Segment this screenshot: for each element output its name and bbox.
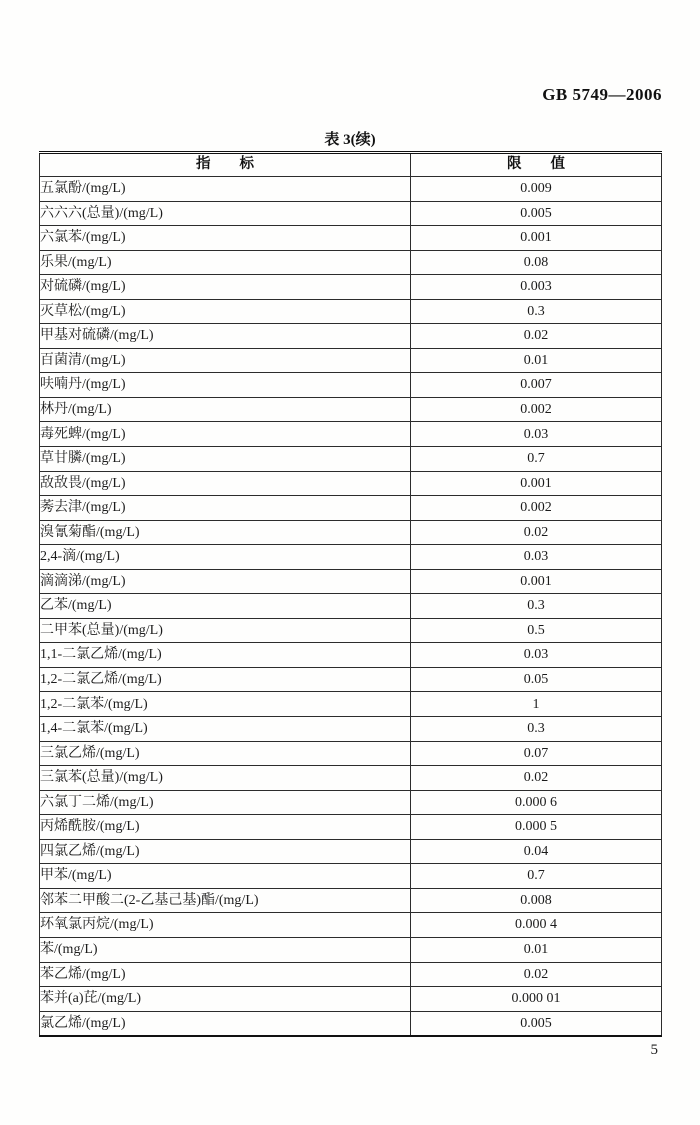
indicator-cell: 乙苯/(mg/L) [40, 594, 411, 619]
limit-cell: 0.03 [411, 422, 662, 447]
table-row [40, 569, 662, 594]
table-row [40, 250, 662, 275]
indicator-cell: 环氧氯丙烷/(mg/L) [40, 913, 411, 938]
limit-cell: 0.005 [411, 1011, 662, 1036]
limit-cell: 0.008 [411, 888, 662, 913]
limit-cell: 0.009 [411, 177, 662, 202]
indicator-cell: 甲苯/(mg/L) [40, 864, 411, 889]
limit-cell: 0.7 [411, 864, 662, 889]
table-row [40, 741, 662, 766]
table-row [40, 839, 662, 864]
indicator-cell: 五氯酚/(mg/L) [40, 177, 411, 202]
indicator-cell: 甲基对硫磷/(mg/L) [40, 324, 411, 349]
table-row [40, 422, 662, 447]
table-row [40, 520, 662, 545]
indicator-cell: 草甘膦/(mg/L) [40, 447, 411, 472]
indicator-cell: 灭草松/(mg/L) [40, 299, 411, 324]
standard-code: GB 5749—2006 [542, 85, 662, 104]
limit-cell: 0.5 [411, 618, 662, 643]
table-row [40, 937, 662, 962]
limit-cell: 0.3 [411, 594, 662, 619]
limit-cell: 1 [411, 692, 662, 717]
indicator-cell: 莠去津/(mg/L) [40, 496, 411, 521]
table-row [40, 692, 662, 717]
limit-cell: 0.3 [411, 299, 662, 324]
table-row [40, 643, 662, 668]
indicator-cell: 苯乙烯/(mg/L) [40, 962, 411, 987]
indicator-cell: 呋喃丹/(mg/L) [40, 373, 411, 398]
indicator-cell: 滴滴涕/(mg/L) [40, 569, 411, 594]
indicator-cell: 氯乙烯/(mg/L) [40, 1011, 411, 1036]
table-row [40, 888, 662, 913]
limit-cell: 0.02 [411, 324, 662, 349]
limit-cell: 0.001 [411, 471, 662, 496]
limit-cell: 0.7 [411, 447, 662, 472]
indicator-cell: 百菌清/(mg/L) [40, 348, 411, 373]
indicator-cell: 三氯乙烯/(mg/L) [40, 741, 411, 766]
indicator-cell: 1,4-二氯苯/(mg/L) [40, 717, 411, 742]
indicator-cell: 1,2-二氯苯/(mg/L) [40, 692, 411, 717]
limit-cell: 0.000 01 [411, 987, 662, 1012]
indicator-cell: 乐果/(mg/L) [40, 250, 411, 275]
table-row [40, 913, 662, 938]
table-row [40, 962, 662, 987]
limit-cell: 0.03 [411, 545, 662, 570]
indicator-cell: 丙烯酰胺/(mg/L) [40, 815, 411, 840]
table-header-row [40, 153, 662, 177]
table-row [40, 324, 662, 349]
limit-cell: 0.02 [411, 520, 662, 545]
indicator-cell: 四氯乙烯/(mg/L) [40, 839, 411, 864]
limit-cell: 0.003 [411, 275, 662, 300]
table-row [40, 766, 662, 791]
indicator-cell: 二甲苯(总量)/(mg/L) [40, 618, 411, 643]
table-title: 表 3(续) [324, 132, 376, 148]
table-row [40, 177, 662, 202]
limit-cell: 0.01 [411, 937, 662, 962]
table-row [40, 373, 662, 398]
limit-cell: 0.02 [411, 962, 662, 987]
table-row [40, 299, 662, 324]
limit-cell: 0.01 [411, 348, 662, 373]
table-row [40, 594, 662, 619]
limit-cell: 0.000 6 [411, 790, 662, 815]
limit-cell: 0.007 [411, 373, 662, 398]
limits-table [39, 151, 662, 1037]
limit-cell: 0.000 5 [411, 815, 662, 840]
table-row [40, 397, 662, 422]
limit-cell: 0.001 [411, 226, 662, 251]
limit-cell: 0.001 [411, 569, 662, 594]
table-row [40, 815, 662, 840]
limit-cell: 0.05 [411, 667, 662, 692]
indicator-cell: 毒死蜱/(mg/L) [40, 422, 411, 447]
table-row [40, 226, 662, 251]
limit-cell: 0.005 [411, 201, 662, 226]
indicator-cell: 2,4-滴/(mg/L) [40, 545, 411, 570]
table-row [40, 471, 662, 496]
table-row [40, 275, 662, 300]
table-row [40, 545, 662, 570]
indicator-column-header: 指 标 [40, 153, 411, 177]
indicator-cell: 三氯苯(总量)/(mg/L) [40, 766, 411, 791]
indicator-cell: 溴氰菊酯/(mg/L) [40, 520, 411, 545]
indicator-cell: 邻苯二甲酸二(2-乙基己基)酯/(mg/L) [40, 888, 411, 913]
table-row [40, 201, 662, 226]
indicator-cell: 林丹/(mg/L) [40, 397, 411, 422]
limit-cell: 0.08 [411, 250, 662, 275]
page-number: 5 [650, 1042, 658, 1058]
indicator-cell: 苯并(a)芘/(mg/L) [40, 987, 411, 1012]
indicator-cell: 敌敌畏/(mg/L) [40, 471, 411, 496]
table-row [40, 618, 662, 643]
limit-cell: 0.03 [411, 643, 662, 668]
limit-cell: 0.002 [411, 496, 662, 521]
limit-cell: 0.04 [411, 839, 662, 864]
table-row [40, 864, 662, 889]
limit-cell: 0.07 [411, 741, 662, 766]
limit-cell: 0.02 [411, 766, 662, 791]
indicator-cell: 1,1-二氯乙烯/(mg/L) [40, 643, 411, 668]
limit-cell: 0.3 [411, 717, 662, 742]
table-row [40, 496, 662, 521]
table-row [40, 667, 662, 692]
indicator-cell: 1,2-二氯乙烯/(mg/L) [40, 667, 411, 692]
indicator-cell: 六氯苯/(mg/L) [40, 226, 411, 251]
limit-cell: 0.002 [411, 397, 662, 422]
indicator-cell: 六氯丁二烯/(mg/L) [40, 790, 411, 815]
table-row [40, 790, 662, 815]
indicator-cell: 六六六(总量)/(mg/L) [40, 201, 411, 226]
indicator-cell: 苯/(mg/L) [40, 937, 411, 962]
table-row [40, 717, 662, 742]
table-row [40, 1011, 662, 1036]
indicator-cell: 对硫磷/(mg/L) [40, 275, 411, 300]
table-row [40, 348, 662, 373]
table-row [40, 987, 662, 1012]
table-row [40, 447, 662, 472]
limit-column-header: 限 值 [411, 153, 662, 177]
limit-cell: 0.000 4 [411, 913, 662, 938]
